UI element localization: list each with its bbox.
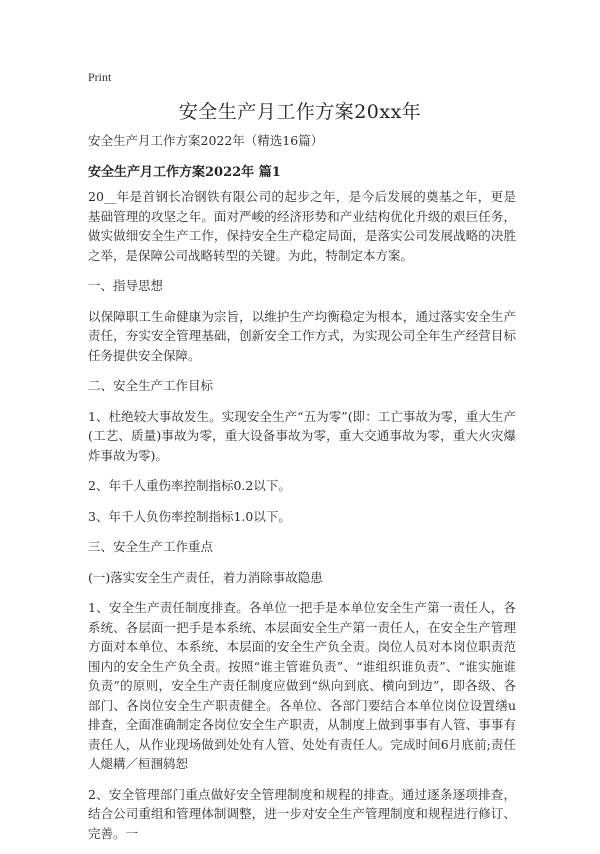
goal-item-2: 2、年千人重伤率控制指标0.2以下。 xyxy=(88,478,291,493)
goal-item-1: 1、杜绝较大事故发生。实现安全生产“五为零”(即：工亡事故为零，重大生产(工艺、质量)事故为零，重大设备事故为零，重大交通事故为零，重大火灾爆炸事故为零)。 xyxy=(88,408,516,463)
document-body xyxy=(88,187,516,854)
section-title-goals: 二、安全生产工作目标 xyxy=(88,378,214,393)
guiding-paragraph: 以保障职工生命健康为宗旨，以维护生产均衡稳定为根本，通过落实安全生产责任，夯实安全管理基础，创新安全工作方式，为实现公司全年生产经营目标任务提供安全保障。 xyxy=(88,308,516,363)
section-heading: 安全生产月工作方案2022年 篇1 xyxy=(88,165,281,180)
document-title: 安全生产月工作方案20xx年 xyxy=(178,101,422,123)
section-title-guiding: 一、指导思想 xyxy=(88,278,164,293)
subsection-title-1: (一)落实安全生产责任，着力消除事故隐患 xyxy=(88,569,323,585)
intro-paragraph: 20__年是首钢长冶钢铁有限公司的起步之年，是今后发展的奠基之年，更是基础管理的攻坚之年。面对严峻的经济形势和产业结构优化升级的艰巨任务，做实做细安全生产工作，保持安全生产稳定局面，是落实公司发展战略的决胜之举，是保障公司战略转型的关键。为此，特制定本方案。 xyxy=(88,189,516,263)
focus-item-1: 1、安全生产责任制度排查。各单位一把手是本单位安全生产第一责任人，各系统、各层面一把手是本系统、本层面安全生产第一责任人，在安全生产管理方面对本单位、本系统、本层面的安全生产负全责。岗位人员对本岗位职责范围内的安全生产负全责。按照“谁主管谁负责”、“谁组织谁负责”、“谁实施谁负责”的原则，安全生产责任制度应做到“纵向到底、横向到边”，即各级、各部门、各岗位安全生产职责健全。各单位、各部门要结合本单位岗位设置缮u排查，全面准确制定各岗位安全生产职责，从制度上做到事事有人管、事事有责任人，从作业现场做到处处有人管、处处有责任人。完成时间6月底前;责任人煺耩／桓涠鸫恕 xyxy=(88,600,516,771)
print-label: Print xyxy=(88,70,112,84)
focus-item-2: 2、安全管理部门重点做好安全管理制度和规程的排查。通过逐条逐项排查，结合公司重组和管理体制调整，进一步对安全生产管理制度和规程进行修订、完善。一 xyxy=(88,786,516,841)
goal-item-3: 3、年千人负伤率控制指标1.0以下。 xyxy=(88,508,291,524)
document-subtitle: 安全生产月工作方案2022年（精选16篇） xyxy=(88,133,324,148)
section-title-focus: 三、安全生产工作重点 xyxy=(88,539,214,554)
